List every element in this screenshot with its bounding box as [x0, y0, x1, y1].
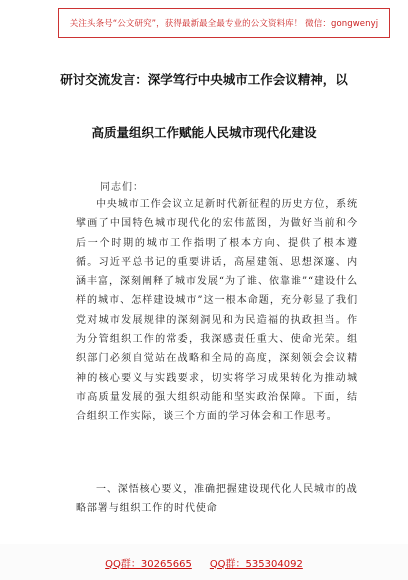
top-banner: [58, 8, 390, 38]
qq-group-link-1[interactable]: QQ群：30265665: [105, 558, 192, 570]
banner-text: 关注头条号“公文研究”，获得最新最全最专业的公文资料库！ 微信：gongwenyj: [69, 19, 379, 29]
document-title-line-2: 高质量组织工作赋能人民城市现代化建设: [91, 125, 317, 140]
salutation: 同志们：: [100, 182, 144, 193]
section-heading: 一、深悟核心要义，准确把握建设现代化人民城市的战略部署与组织工作的时代使命: [76, 484, 358, 514]
footer-bar: [0, 544, 408, 580]
document-title-line-1: 研讨交流发言：深学笃行中央城市工作会议精神，以: [60, 72, 348, 87]
body-paragraph: 中央城市工作会议立足新时代新征程的历史方位，系统擘画了中国特色城市现代化的宏伟蓝图，为做好当前和今后一个时期的城市工作指明了根本方向、提供了根本遵循。习近平总书记的重要讲话，高屋建瓴、思想深邃、内涵丰富，深刻阐释了城市发展“为了谁、依靠谁”“建设什么样的城市、怎样建设城市”这一根本命题，充分彰显了我们党对城市发展规律的深刻洞见和为民造福的执政担当。作为分管组织工作的常委，我深感责任重大、使命光荣。组织部门必须自觉站在战略和全局的高度，深刻领会会议精神的核心要义与实践要求，切实将学习成果转化为推动城市高质量发展的强大组织动能和坚实政治保障。下面，结合组织工作实际，谈三个方面的学习体会和工作思考。: [76, 199, 358, 423]
qq-group-link-2[interactable]: QQ群：535304092: [209, 558, 303, 570]
